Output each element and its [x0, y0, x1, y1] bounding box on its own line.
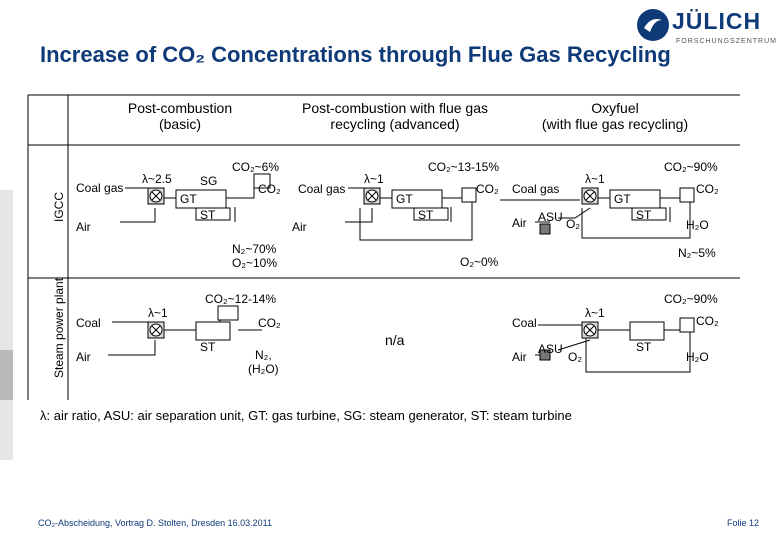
column-header-oxyfuel: Oxyfuel (with flue gas recycling)	[541, 100, 689, 132]
footer-source: CO₂-Abscheidung, Vortrag D. Stolten, Dresden 16.03.2011	[38, 518, 272, 528]
steam-c3-lambda: λ~1	[585, 306, 605, 320]
steam-c1-co2: CO₂	[258, 316, 281, 330]
steam-c2-na: n/a	[385, 332, 405, 348]
igcc-c3-asu: ASU	[538, 210, 563, 224]
steam-c3-co2: CO₂	[696, 314, 719, 328]
igcc-c1-co2-pct: CO₂~6%	[232, 160, 280, 174]
steam-c1-fuel: Coal	[76, 316, 101, 330]
igcc-c3-air: Air	[512, 216, 527, 230]
igcc-c1-combustor-icon	[148, 188, 164, 204]
igcc-c1-gt: GT	[180, 192, 197, 206]
igcc-c1-co2: CO₂	[258, 182, 281, 196]
steam-c3-fuel: Coal	[512, 316, 537, 330]
steam-c1-lambda: λ~1	[148, 306, 168, 320]
steam-c3-o2: O₂	[568, 350, 582, 364]
row-label-igcc: IGCC	[52, 192, 66, 222]
row-label-steam: Steam power plant	[52, 277, 66, 378]
steam-c3-h2o: H₂O	[686, 350, 709, 364]
steam-c3-combustor-icon	[582, 322, 598, 338]
igcc-c3-co2-pct: CO₂~90%	[664, 160, 718, 174]
igcc-c1-fuel: Coal gas	[76, 181, 124, 195]
logo-text: JÜLICH	[672, 8, 762, 34]
steam-c3-st-box	[630, 322, 664, 340]
igcc-c1-sg: SG	[200, 174, 218, 188]
steam-c1-separator-box	[218, 306, 238, 320]
igcc-c2-air: Air	[292, 220, 307, 234]
slide-title: Increase of CO₂ Concentrations through Flue Gas Recycling	[40, 42, 671, 67]
igcc-c3-asu-box	[540, 224, 550, 234]
footer-page-number: Folie 12	[727, 518, 760, 528]
igcc-c3-o2: O₂	[566, 217, 580, 231]
igcc-c2-st: ST	[418, 208, 434, 222]
steam-c1-st-box	[196, 322, 230, 340]
steam-c3-co2-pct: CO₂~90%	[664, 292, 718, 306]
logo-subtext: FORSCHUNGSZENTRUM	[676, 38, 777, 45]
steam-c3-asu: ASU	[538, 342, 563, 356]
igcc-c3-combustor-icon	[582, 188, 598, 204]
igcc-c1-st: ST	[200, 208, 216, 222]
igcc-c2-combustor-icon	[364, 188, 380, 204]
igcc-c1-air: Air	[76, 220, 91, 234]
column-header-basic: Post-combustion (basic)	[127, 100, 233, 132]
igcc-c2-fuel: Coal gas	[298, 182, 346, 196]
igcc-c3-separator-box	[680, 188, 694, 202]
igcc-c2-co2-pct: CO₂~13-15%	[428, 160, 500, 174]
steam-c1-st: ST	[200, 340, 216, 354]
igcc-c2-co2: CO₂	[476, 182, 499, 196]
igcc-c1-n2: N₂~70%	[232, 242, 277, 256]
igcc-c2-o2: O₂~0%	[460, 255, 499, 269]
igcc-c1-o2: O₂~10%	[232, 256, 278, 270]
steam-c3-separator-box	[680, 318, 694, 332]
igcc-c3-gt: GT	[614, 192, 631, 206]
steam-c3-st: ST	[636, 340, 652, 354]
igcc-c3-fuel: Coal gas	[512, 182, 560, 196]
igcc-c3-st: ST	[636, 208, 652, 222]
steam-c1-n2: N₂,	[255, 348, 272, 362]
igcc-c2-separator-box	[462, 188, 476, 202]
igcc-c3-h2o: H₂O	[686, 218, 709, 232]
steam-c3-air: Air	[512, 350, 527, 364]
igcc-c1-lambda: λ~2.5	[142, 172, 172, 186]
igcc-c2-gt: GT	[396, 192, 413, 206]
igcc-c3-co2: CO₂	[696, 182, 719, 196]
igcc-c3-n2: N₂~5%	[678, 246, 716, 260]
steam-c1-co2-pct: CO₂~12-14%	[205, 292, 277, 306]
legend-text: λ: air ratio, ASU: air separation unit, GT: gas turbine, SG: steam generator, ST: steam turbine	[40, 408, 572, 423]
igcc-c2-lambda: λ~1	[364, 172, 384, 186]
steam-c1-combustor-icon	[148, 322, 164, 338]
steam-c1-air: Air	[76, 350, 91, 364]
steam-c1-h2o: (H₂O)	[248, 362, 279, 376]
column-header-advanced: Post-combustion with flue gas recycling (advanced)	[302, 100, 488, 132]
igcc-c3-lambda: λ~1	[585, 172, 605, 186]
